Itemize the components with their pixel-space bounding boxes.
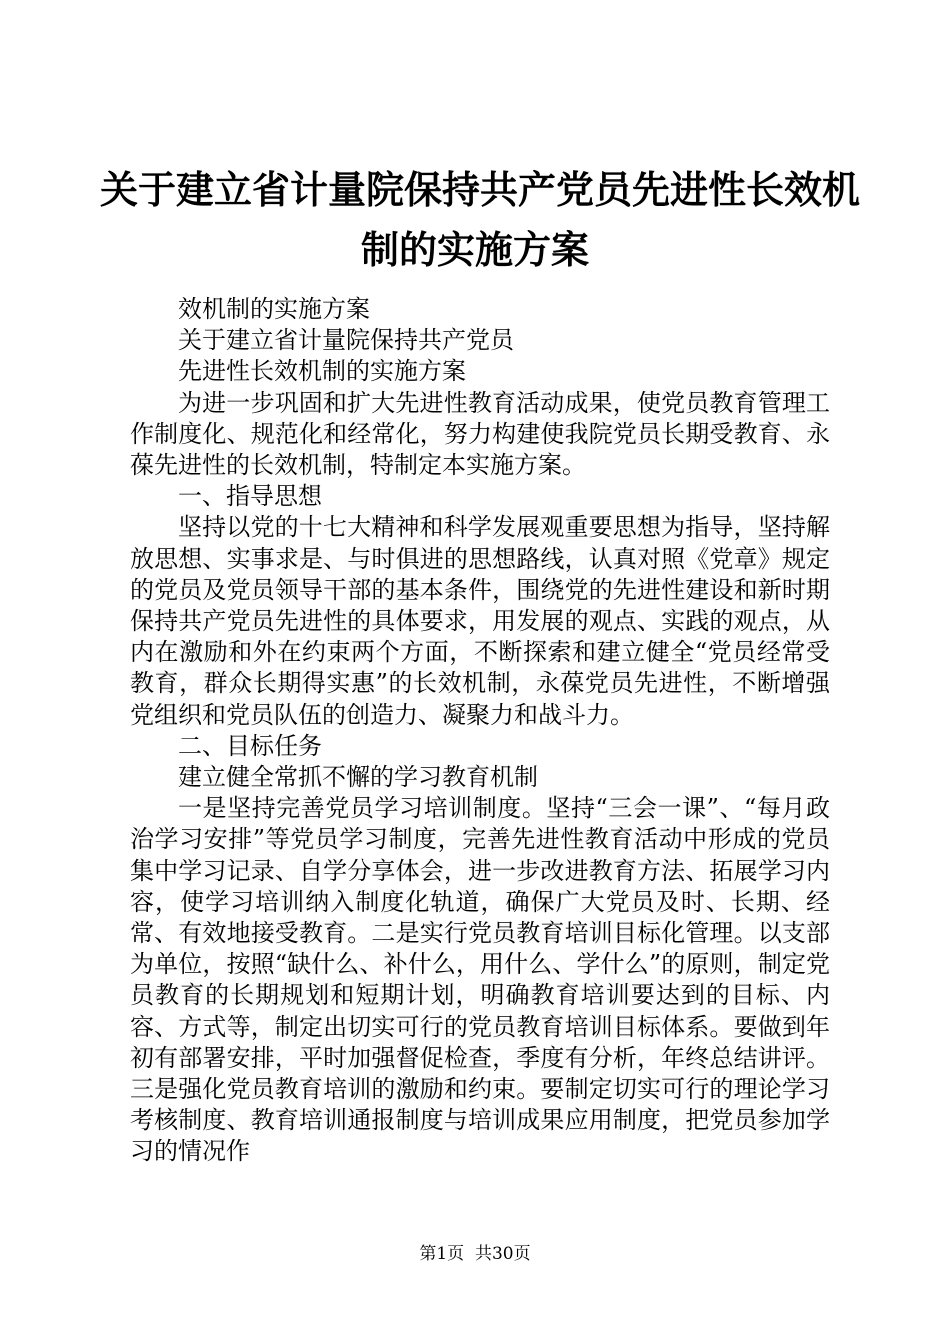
body-paragraph: 效机制的实施方案 — [178, 295, 370, 323]
body-paragraph: 关于建立省计量院保持共产党员 — [178, 326, 514, 355]
document-title-line-2: 制的实施方案 — [360, 227, 589, 272]
body-paragraph: 一是坚持完善党员学习培训制度。坚持“三会一课”、“每月政治学习安排”等党员学习制度，完善先进性教育活动中形成的党员集中学习记录、自学分享体会，进一步改进教育方法、拓展学习内容，使学习培训纳入制度化轨道，确保广大党员及时、长期、经常、有效地接受教育。二是实行党员教育培训目标化管理。以支部为单位，按照“缺什么、补什么，用什么、学什么”的原则，制定党员教育的长期规划和短期计划，明确教育培训要达到的目标、内容、方式等，制定出切实可行的党员教育培训目标体系。要做到年初有部署安排，平时加强督促检查，季度有分析，年终总结讲评。三是强化党员教育培训的激励和约束。要制定切实可行的理论学习考核制度、教育培训通报制度与培训成果应用制度，把党员参加学习的情况作 — [130, 794, 830, 1166]
document-title-line-1: 关于建立省计量院保持共产党员先进性长效机 — [100, 167, 861, 212]
body-paragraph: 先进性长效机制的实施方案 — [178, 357, 466, 386]
document-body — [130, 294, 830, 1168]
page-number-footer: 第1页 共30页 — [419, 1244, 531, 1264]
section-heading: 二、目标任务 — [178, 731, 322, 760]
section-heading: 一、指导思想 — [178, 482, 322, 511]
body-paragraph: 建立健全常抓不懈的学习教育机制 — [178, 763, 538, 792]
body-paragraph: 坚持以党的十七大精神和科学发展观重要思想为指导，坚持解放思想、实事求是、与时俱进的思想路线，认真对照《党章》规定的党员及党员领导干部的基本条件，围绕党的先进性建设和新时期保持共产党员先进性的具体要求，用发展的观点、实践的观点，从内在激励和外在约束两个方面，不断探索和建立健全“党员经常受教育，群众长期得实惠”的长效机制，永葆党员先进性，不断增强党组织和党员队伍的创造力、凝聚力和战斗力。 — [130, 513, 830, 729]
body-paragraph: 为进一步巩固和扩大先进性教育活动成果，使党员教育管理工作制度化、规范化和经常化，努力构建使我院党员长期受教育、永葆先进性的长效机制，特制定本实施方案。 — [130, 388, 830, 480]
